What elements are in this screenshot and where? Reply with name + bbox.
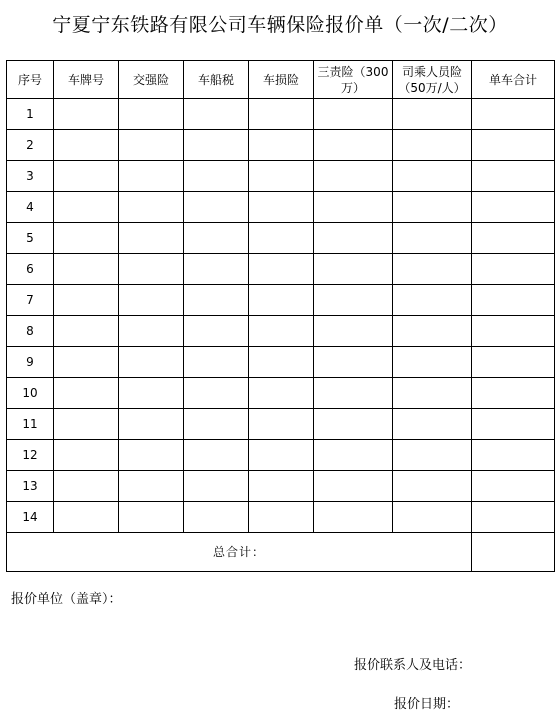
vehicle-damage-cell[interactable] — [249, 316, 314, 347]
vehicle-tax-cell[interactable] — [184, 440, 249, 471]
third-party-liability-cell[interactable] — [314, 502, 393, 533]
row-index: 6 — [7, 254, 54, 285]
header-row — [7, 61, 555, 99]
vehicle-tax-cell[interactable] — [184, 130, 249, 161]
compulsory-insurance-cell[interactable] — [119, 471, 184, 502]
row-index: 4 — [7, 192, 54, 223]
table-row — [7, 192, 555, 223]
third-party-liability-cell[interactable] — [314, 409, 393, 440]
third-party-liability-cell[interactable] — [314, 99, 393, 130]
vehicle-tax-cell[interactable] — [184, 471, 249, 502]
vehicle-tax-cell[interactable] — [184, 223, 249, 254]
plate-number-cell[interactable] — [54, 161, 119, 192]
third-party-liability-cell[interactable] — [314, 223, 393, 254]
contact-phone-label: 报价联系人及电话： — [354, 658, 472, 673]
third-party-liability-cell[interactable] — [314, 440, 393, 471]
header-driver-passenger: 司乘人员险（50万/人） — [393, 61, 472, 99]
plate-number-cell[interactable] — [54, 502, 119, 533]
third-party-liability-cell[interactable] — [314, 316, 393, 347]
vehicle-damage-cell[interactable] — [249, 130, 314, 161]
vehicle-subtotal-cell[interactable] — [472, 285, 555, 316]
vehicle-damage-cell[interactable] — [249, 440, 314, 471]
driver-passenger-cell[interactable] — [393, 223, 472, 254]
table-row — [7, 316, 555, 347]
vehicle-damage-cell[interactable] — [249, 347, 314, 378]
driver-passenger-cell[interactable] — [393, 471, 472, 502]
vehicle-tax-cell[interactable] — [184, 161, 249, 192]
plate-number-cell[interactable] — [54, 347, 119, 378]
vehicle-tax-cell[interactable] — [184, 502, 249, 533]
driver-passenger-cell[interactable] — [393, 130, 472, 161]
vehicle-subtotal-cell[interactable] — [472, 471, 555, 502]
driver-passenger-cell[interactable] — [393, 502, 472, 533]
driver-passenger-cell[interactable] — [393, 440, 472, 471]
plate-number-cell[interactable] — [54, 316, 119, 347]
table-row — [7, 130, 555, 161]
row-index: 8 — [7, 316, 54, 347]
compulsory-insurance-cell[interactable] — [119, 254, 184, 285]
table-row — [7, 471, 555, 502]
row-index: 14 — [7, 502, 54, 533]
third-party-liability-cell[interactable] — [314, 192, 393, 223]
compulsory-insurance-cell[interactable] — [119, 378, 184, 409]
compulsory-insurance-cell[interactable] — [119, 285, 184, 316]
row-index: 10 — [7, 378, 54, 409]
third-party-liability-cell[interactable] — [314, 254, 393, 285]
vehicle-tax-cell[interactable] — [184, 285, 249, 316]
driver-passenger-cell[interactable] — [393, 285, 472, 316]
plate-number-cell[interactable] — [54, 471, 119, 502]
plate-number-cell[interactable] — [54, 99, 119, 130]
compulsory-insurance-cell[interactable] — [119, 99, 184, 130]
table-row — [7, 409, 555, 440]
vehicle-damage-cell[interactable] — [249, 409, 314, 440]
row-index: 1 — [7, 99, 54, 130]
third-party-liability-cell[interactable] — [314, 130, 393, 161]
driver-passenger-cell[interactable] — [393, 409, 472, 440]
row-index: 11 — [7, 409, 54, 440]
vehicle-damage-cell[interactable] — [249, 161, 314, 192]
driver-passenger-cell[interactable] — [393, 378, 472, 409]
compulsory-insurance-cell[interactable] — [119, 316, 184, 347]
plate-number-cell[interactable] — [54, 192, 119, 223]
vehicle-subtotal-cell[interactable] — [472, 316, 555, 347]
document-title: 宁夏宁东铁路有限公司车辆保险报价单（一次/二次） — [52, 14, 508, 36]
compulsory-insurance-cell[interactable] — [119, 347, 184, 378]
table-row — [7, 378, 555, 409]
quote-date-label: 报价日期： — [394, 697, 460, 712]
compulsory-insurance-cell[interactable] — [119, 223, 184, 254]
table-row — [7, 99, 555, 130]
vehicle-subtotal-cell[interactable] — [472, 130, 555, 161]
vehicle-damage-cell[interactable] — [249, 192, 314, 223]
table-row — [7, 440, 555, 471]
row-index: 13 — [7, 471, 54, 502]
vehicle-damage-cell[interactable] — [249, 254, 314, 285]
plate-number-cell[interactable] — [54, 285, 119, 316]
header-vehicle-damage: 车损险 — [249, 61, 314, 99]
quoting-unit-label: 报价单位（盖章）： — [11, 592, 122, 607]
row-index: 9 — [7, 347, 54, 378]
compulsory-insurance-cell[interactable] — [119, 130, 184, 161]
compulsory-insurance-cell[interactable] — [119, 502, 184, 533]
vehicle-damage-cell[interactable] — [249, 502, 314, 533]
vehicle-tax-cell[interactable] — [184, 99, 249, 130]
header-third-party-liability: 三责险（300万） — [314, 61, 393, 99]
vehicle-subtotal-cell[interactable] — [472, 502, 555, 533]
table-row — [7, 254, 555, 285]
quote-table — [6, 60, 555, 572]
third-party-liability-cell[interactable] — [314, 378, 393, 409]
header-vehicle-subtotal: 单车合计 — [472, 61, 555, 99]
row-index: 2 — [7, 130, 54, 161]
compulsory-insurance-cell[interactable] — [119, 440, 184, 471]
total-label: 总合计： — [7, 533, 472, 572]
plate-number-cell[interactable] — [54, 130, 119, 161]
driver-passenger-cell[interactable] — [393, 347, 472, 378]
plate-number-cell[interactable] — [54, 223, 119, 254]
vehicle-tax-cell[interactable] — [184, 316, 249, 347]
header-compulsory-insurance: 交强险 — [119, 61, 184, 99]
vehicle-damage-cell[interactable] — [249, 99, 314, 130]
third-party-liability-cell[interactable] — [314, 285, 393, 316]
table-row — [7, 502, 555, 533]
vehicle-subtotal-cell[interactable] — [472, 223, 555, 254]
vehicle-subtotal-cell[interactable] — [472, 409, 555, 440]
vehicle-damage-cell[interactable] — [249, 471, 314, 502]
third-party-liability-cell[interactable] — [314, 347, 393, 378]
row-index: 3 — [7, 161, 54, 192]
header-plate-number: 车牌号 — [54, 61, 119, 99]
compulsory-insurance-cell[interactable] — [119, 192, 184, 223]
compulsory-insurance-cell[interactable] — [119, 409, 184, 440]
third-party-liability-cell[interactable] — [314, 161, 393, 192]
plate-number-cell[interactable] — [54, 409, 119, 440]
row-index: 12 — [7, 440, 54, 471]
total-value-cell[interactable] — [472, 533, 555, 572]
vehicle-subtotal-cell[interactable] — [472, 99, 555, 130]
vehicle-tax-cell[interactable] — [184, 254, 249, 285]
total-row — [7, 533, 555, 572]
header-vehicle-tax: 车船税 — [184, 61, 249, 99]
vehicle-subtotal-cell[interactable] — [472, 378, 555, 409]
vehicle-damage-cell[interactable] — [249, 378, 314, 409]
vehicle-damage-cell[interactable] — [249, 285, 314, 316]
plate-number-cell[interactable] — [54, 440, 119, 471]
driver-passenger-cell[interactable] — [393, 192, 472, 223]
vehicle-tax-cell[interactable] — [184, 409, 249, 440]
vehicle-tax-cell[interactable] — [184, 378, 249, 409]
vehicle-subtotal-cell[interactable] — [472, 347, 555, 378]
vehicle-damage-cell[interactable] — [249, 223, 314, 254]
driver-passenger-cell[interactable] — [393, 161, 472, 192]
vehicle-tax-cell[interactable] — [184, 192, 249, 223]
table-row — [7, 347, 555, 378]
row-index: 7 — [7, 285, 54, 316]
driver-passenger-cell[interactable] — [393, 99, 472, 130]
header-index: 序号 — [7, 61, 54, 99]
vehicle-subtotal-cell[interactable] — [472, 440, 555, 471]
plate-number-cell[interactable] — [54, 254, 119, 285]
row-index: 5 — [7, 223, 54, 254]
table-row — [7, 161, 555, 192]
vehicle-subtotal-cell[interactable] — [472, 192, 555, 223]
table-row — [7, 223, 555, 254]
vehicle-subtotal-cell[interactable] — [472, 254, 555, 285]
driver-passenger-cell[interactable] — [393, 316, 472, 347]
third-party-liability-cell[interactable] — [314, 471, 393, 502]
table-row — [7, 285, 555, 316]
plate-number-cell[interactable] — [54, 378, 119, 409]
vehicle-tax-cell[interactable] — [184, 347, 249, 378]
vehicle-subtotal-cell[interactable] — [472, 161, 555, 192]
driver-passenger-cell[interactable] — [393, 254, 472, 285]
compulsory-insurance-cell[interactable] — [119, 161, 184, 192]
